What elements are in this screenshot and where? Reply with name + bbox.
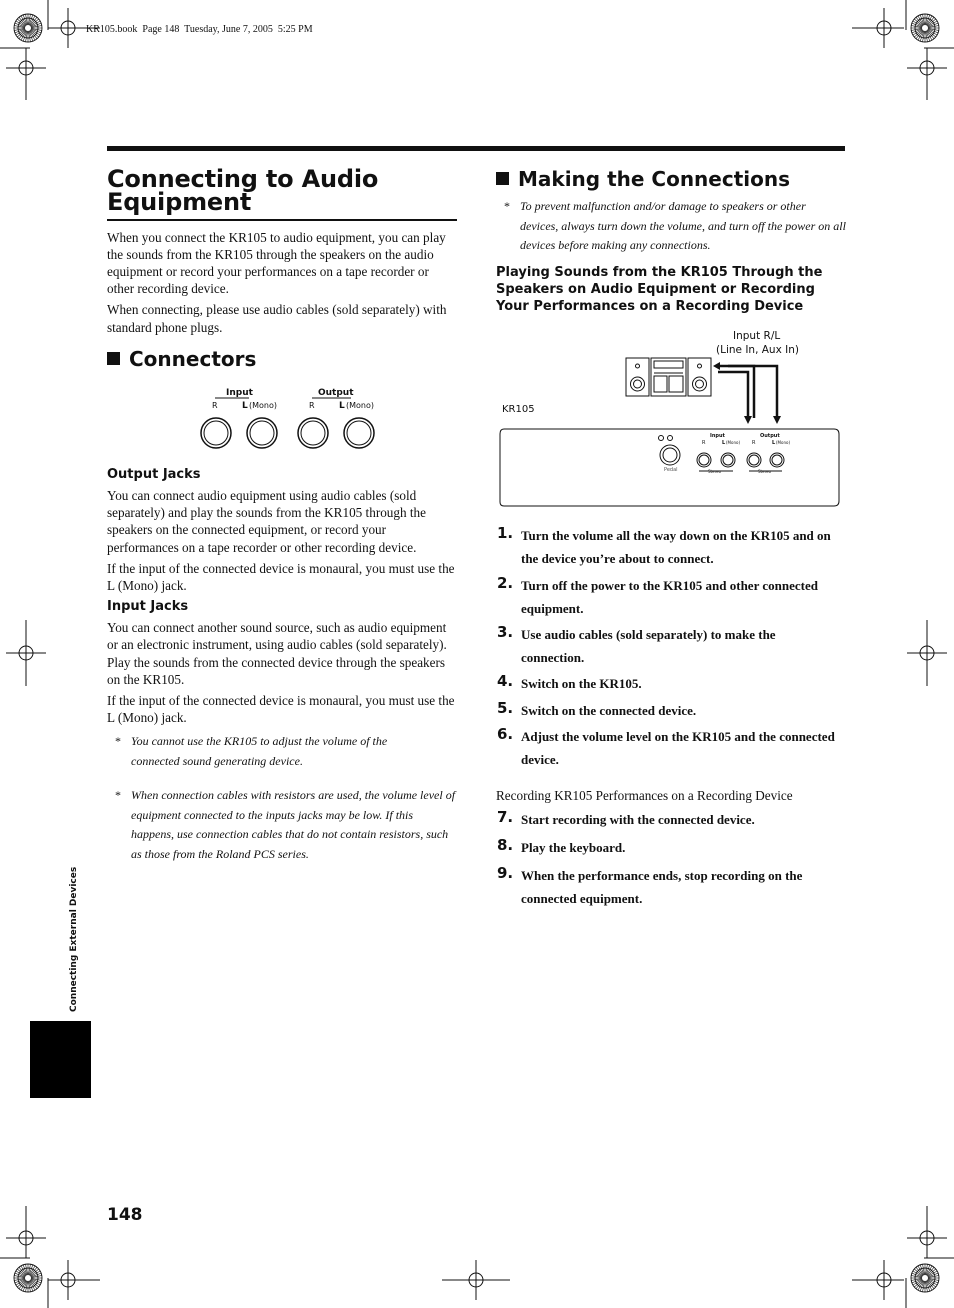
- output-jacks-heading: Output Jacks: [107, 467, 201, 482]
- note-asterisk: *: [115, 788, 121, 803]
- diagram-out-l-label: L: [772, 440, 776, 446]
- out-l-label: L: [339, 401, 345, 411]
- step-text: Adjust the volume level on the KR105 and the connected device.: [521, 729, 835, 767]
- step-number: 4.: [497, 672, 514, 690]
- recording-label: Recording KR105 Performances on a Recording Device: [496, 788, 793, 803]
- step-number: 9.: [497, 864, 514, 882]
- diagram-mono-label: (Mono): [726, 440, 741, 445]
- diagram-output-label: Output: [760, 433, 780, 439]
- output-label: Output: [318, 388, 354, 398]
- step-text: Switch on the connected device.: [521, 702, 697, 718]
- out-r-label: R: [309, 401, 315, 410]
- right-column: [496, 168, 846, 315]
- steps-list-recording: [497, 808, 841, 910]
- square-bullet-icon: [496, 172, 509, 185]
- pedal-label: Pedal: [664, 467, 678, 473]
- step-item: [497, 524, 841, 570]
- making-connections-heading-text: Making the Connections: [518, 167, 791, 191]
- note-volume-text: You cannot use the KR105 to adjust the volume of the connected sound generating device.: [131, 734, 388, 768]
- note-resistors-text: When connection cables with resistors are used, the volume level of equipment connected to the inputs jacks may be low. If this happens, use connection cables that do not contain resistors, such as those from the Roland PCS series.: [131, 788, 456, 861]
- step-text: Turn the volume all the way down on the KR105 and on the device you’re about to connect.: [521, 528, 831, 566]
- connectors-heading-text: Connectors: [129, 346, 257, 371]
- step-item: [497, 808, 841, 832]
- diagram-r-label: R: [702, 440, 706, 446]
- step-text: Use audio cables (sold separately) to make the connection.: [521, 627, 776, 665]
- input-jacks-heading: Input Jacks: [107, 599, 189, 615]
- input-label: Input: [226, 388, 253, 398]
- title-underline: [107, 219, 457, 221]
- step-number: 7.: [497, 808, 514, 826]
- step-number: 5.: [497, 698, 514, 717]
- square-bullet-icon: [107, 352, 120, 365]
- precaution-note: [504, 197, 846, 256]
- jack-l-label: L: [242, 401, 248, 411]
- output-paragraph-1: You can connect audio equipment using audio cables (sold separately) and play the sounds from the KR105 through the speakers on the connected equipment, or record your performances on a tape recorder or other recording device.: [107, 488, 426, 555]
- step-text: Play the keyboard.: [521, 839, 626, 855]
- diagram-out-mono-label: (Mono): [776, 440, 791, 445]
- steps-list: [497, 524, 841, 771]
- intro-paragraph-2: When connecting, please use audio cables (sold separately) with standard phone plugs.: [107, 302, 447, 335]
- out-mono-label: (Mono): [346, 401, 375, 410]
- line-in-aux-label: (Line In, Aux In): [716, 344, 799, 356]
- input-rl-label: Input R/L: [733, 330, 781, 342]
- step-item: [497, 725, 841, 771]
- input-paragraph-1: You can connect another sound source, such as audio equipment or an electronic instrument, using audio cables (sold separately). Play the sounds from the connected device through the speakers on the KR105.: [107, 620, 447, 687]
- page-number: 148: [107, 1205, 143, 1225]
- step-item: [497, 623, 841, 669]
- step-number: 3.: [497, 623, 514, 641]
- step-number: 1.: [497, 524, 514, 542]
- sidebar-tab: [30, 1021, 91, 1098]
- connectors-figure: [195, 388, 395, 453]
- note-volume: [115, 732, 431, 771]
- diagram-stereo-label: Stereo: [708, 469, 722, 474]
- intro-paragraph-1: When you connect the KR105 to audio equipment, you can play the sounds from the KR105 through the speakers on the audio equipment or record your performances on a tape recorder or other recording device.: [107, 229, 446, 297]
- precaution-note-text: To prevent malfunction and/or damage to speakers or other devices, always turn down the volume, and turn off the power on all devices before making any connections.: [520, 199, 846, 252]
- step-text: Switch on the KR105.: [521, 676, 642, 691]
- kr105-label: KR105: [502, 404, 535, 415]
- note-asterisk: *: [504, 199, 510, 213]
- step-text: Turn off the power to the KR105 and other connected equipment.: [521, 578, 818, 616]
- file-info: KR105.book Page 148 Tuesday, June 7, 2005 5:25 PM: [86, 24, 313, 35]
- top-rule: [107, 146, 845, 151]
- step-item: [497, 864, 841, 910]
- playing-sounds-subheading: Playing Sounds from the KR105 Through the Speakers on Audio Equipment or Recording Your Performances on a Recording Device: [496, 264, 823, 314]
- left-column: [107, 165, 457, 371]
- step-number: 6.: [497, 725, 514, 743]
- note-resistors: [115, 786, 457, 864]
- page-title: [107, 165, 457, 216]
- diagram-input-label: Input: [710, 433, 725, 439]
- step-number: 2.: [497, 574, 514, 592]
- step-text: Start recording with the connected device.: [521, 812, 755, 827]
- jack-graphic: [195, 388, 395, 453]
- step-item: [497, 574, 841, 620]
- step-item: [497, 698, 841, 723]
- title-line-2: Equipment: [107, 188, 252, 216]
- connection-diagram: [496, 326, 846, 510]
- input-paragraph-2: If the input of the connected device is monaural, you must use the L (Mono) jack.: [107, 693, 455, 726]
- sidebar-label: Connecting External Devices: [69, 866, 79, 1012]
- jack-r-label: R: [212, 401, 218, 410]
- diagram-l-label: L: [722, 440, 726, 446]
- output-paragraph-2: If the input of the connected device is monaural, you must use the L (Mono) jack.: [107, 560, 455, 594]
- jack-mono-label: (Mono): [249, 401, 278, 410]
- diagram-stereo-out-label: Stereo: [758, 469, 772, 474]
- step-text: When the performance ends, stop recording on the connected equipment.: [521, 868, 803, 906]
- left-column-lower: [107, 467, 457, 864]
- step-number: 8.: [497, 835, 514, 854]
- step-item: [497, 672, 841, 696]
- title-line-1: Connecting to Audio: [107, 165, 379, 193]
- making-connections-heading: [496, 168, 846, 190]
- note-asterisk: *: [115, 734, 121, 749]
- diagram-out-r-label: R: [752, 440, 756, 446]
- step-item: [497, 835, 841, 860]
- connectors-heading: [107, 348, 457, 370]
